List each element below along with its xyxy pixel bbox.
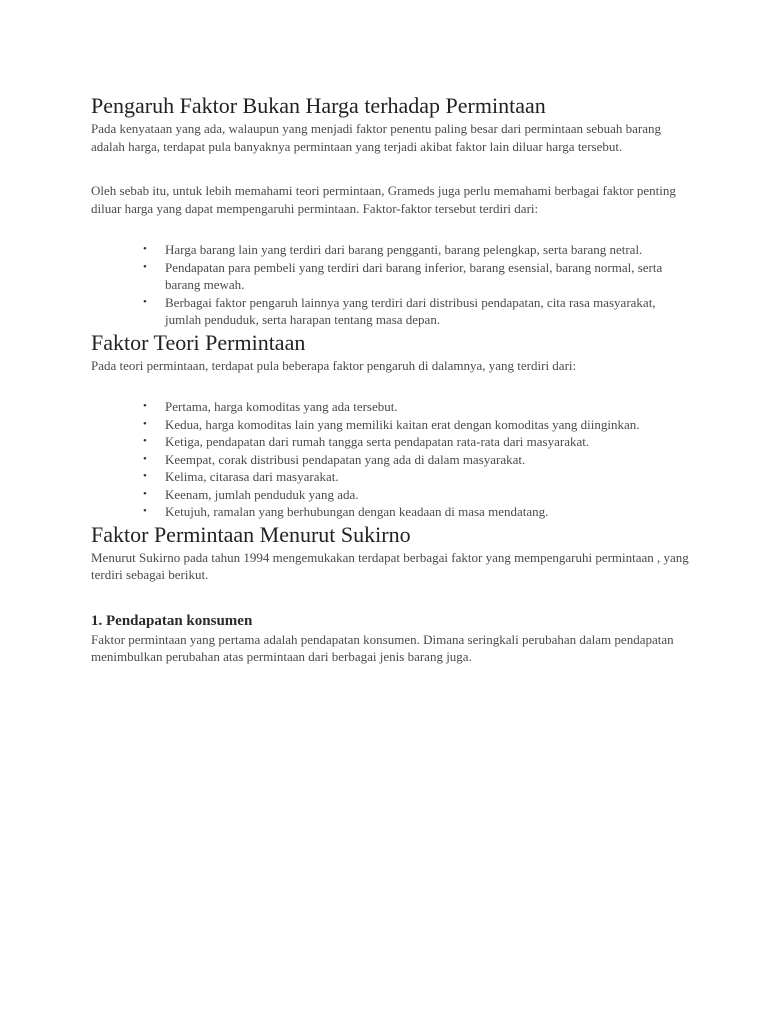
- bullet-icon: •: [143, 487, 147, 500]
- paragraph-teori-permintaan: Pada teori permintaan, terdapat pula beberapa faktor pengaruh di dalamnya, yang terdiri dari:: [91, 357, 577, 373]
- list-item: [143, 468, 691, 486]
- list-item-text: Harga barang lain yang terdiri dari barang pengganti, barang pelengkap, serta barang netral.: [165, 242, 643, 257]
- list-item: [143, 241, 691, 259]
- heading-faktor-sukirno: Faktor Permintaan Menurut Sukirno: [91, 521, 411, 547]
- list-item-text: Ketiga, pendapatan dari rumah tangga serta pendapatan rata-rata dari masyarakat.: [165, 434, 590, 449]
- paragraph-pendapatan-konsumen: Faktor permintaan yang pertama adalah pendapatan konsumen. Dimana seringkali perubahan dalam pendapatan menimbulkan perubahan atas permintaan dari berbagai jenis barang juga.: [91, 631, 674, 664]
- bullet-icon: •: [143, 295, 147, 308]
- list-item: [143, 416, 691, 434]
- heading-faktor-teori: Faktor Teori Permintaan: [91, 329, 306, 355]
- document-page: [91, 92, 691, 666]
- list-item-text: Pertama, harga komoditas yang ada tersebut.: [165, 399, 398, 414]
- subheading-pendapatan-konsumen: 1. Pendapatan konsumen: [91, 612, 253, 629]
- list-item: [143, 433, 691, 451]
- paragraph-menurut-sukirno: Menurut Sukirno pada tahun 1994 mengemukakan terdapat berbagai faktor yang mempengaruhi permintaan , yang terdiri sebagai berikut.: [91, 549, 689, 582]
- bullet-icon: •: [143, 243, 147, 255]
- bullet-icon: •: [143, 470, 147, 482]
- list-item: [143, 259, 691, 294]
- list-item: [143, 294, 691, 329]
- list-item-text: Keenam, jumlah penduduk yang ada.: [165, 486, 359, 502]
- bullet-icon: •: [143, 417, 147, 430]
- bullet-icon: •: [143, 435, 147, 447]
- list-item: [143, 398, 691, 416]
- list-item-text: Ketujuh, ramalan yang berhubungan dengan keadaan di masa mendatang.: [165, 504, 549, 519]
- bullet-icon: •: [143, 400, 147, 412]
- bullet-icon: •: [143, 260, 147, 273]
- list-item: [143, 503, 691, 521]
- list-item-text: Kedua, harga komoditas lain yang memiliki kaitan erat dengan komoditas yang diinginkan.: [165, 416, 640, 432]
- paragraph-oleh-sebab-itu: Oleh sebab itu, untuk lebih memahami teori permintaan, Grameds juga perlu memahami berbagai faktor penting diluar harga yang dapat mempengaruhi permintaan. Faktor-faktor tersebut terdiri dari:: [91, 183, 676, 216]
- heading-pengaruh-faktor: Pengaruh Faktor Bukan Harga terhadap Permintaan: [91, 93, 546, 118]
- bullet-icon: •: [143, 452, 147, 465]
- list-item-text: Berbagai faktor pengaruh lainnya yang terdiri dari distribusi pendapatan, cita rasa masyarakat, jumlah penduduk, serta harapan tentang masa depan.: [165, 294, 656, 327]
- list-item: [143, 451, 691, 469]
- bullet-icon: •: [143, 505, 147, 517]
- bullet-list-faktor-bukan-harga: [91, 241, 691, 329]
- list-item-text: Keempat, corak distribusi pendapatan yang ada di dalam masyarakat.: [165, 451, 526, 467]
- list-item: [143, 486, 691, 504]
- list-item-text: Kelima, citarasa dari masyarakat.: [165, 469, 339, 484]
- list-item-text: Pendapatan para pembeli yang terdiri dari barang inferior, barang esensial, barang normal, serta barang mewah.: [165, 259, 663, 292]
- bullet-list-faktor-teori: [91, 398, 691, 521]
- paragraph-kenyataan: Pada kenyataan yang ada, walaupun yang menjadi faktor penentu paling besar dari permintaan sebuah barang adalah harga, terdapat pula banyaknya permintaan yang terjadi akibat faktor lain diluar harga tersebut.: [91, 121, 661, 154]
